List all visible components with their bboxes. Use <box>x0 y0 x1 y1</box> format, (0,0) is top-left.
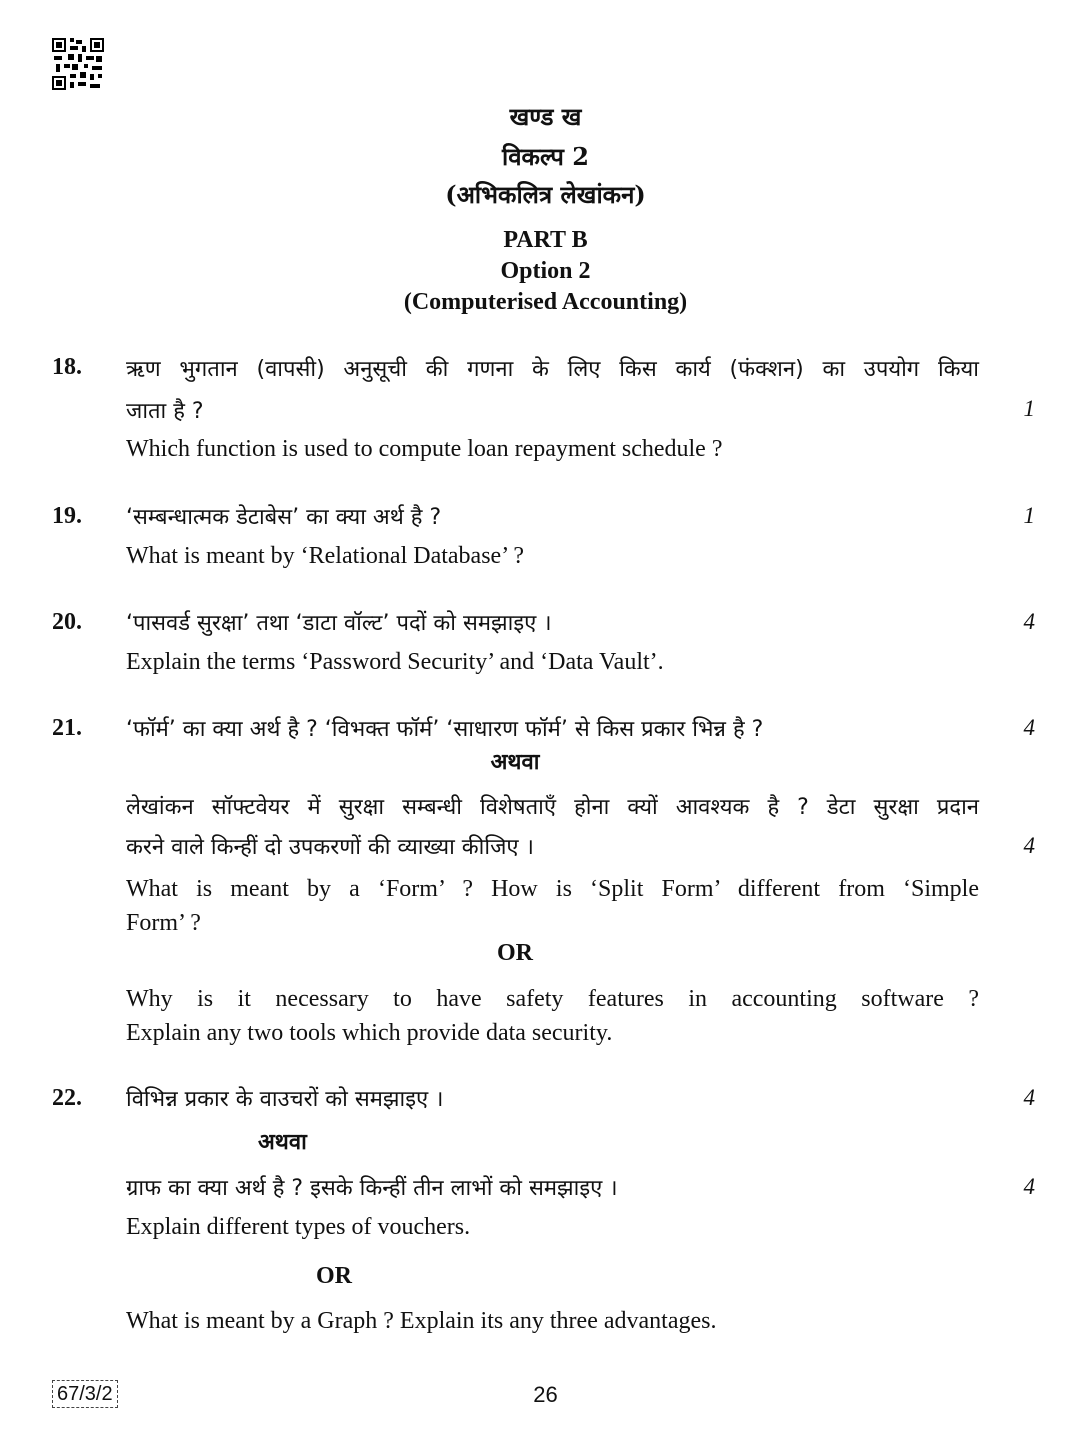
question-number: 20. <box>52 609 82 635</box>
alt-question-marks: 4 <box>1023 1174 1035 1199</box>
question-text-en: What is meant by ‘Relational Database’ ? <box>126 543 525 569</box>
part-title: PART B <box>503 227 588 253</box>
question-marks: 1 <box>1023 396 1035 421</box>
question-text-hi: ‘फॉर्म’ का क्या अर्थ है ? ‘विभक्त फॉर्म’ ‘साधारण फॉर्म’ से किस प्रकार भिन्न है ? <box>126 717 764 742</box>
alt-question-text-hi-cont: करने वाले किन्हीं दो उपकरणों की व्याख्या कीजिए । <box>126 835 534 860</box>
question-text-hi: ऋण भुगतान (वापसी) अनुसूची की गणना के लिए किस कार्य (फंक्शन) का उपयोग किया <box>126 357 979 382</box>
or-label-hi: अथवा <box>258 1130 307 1155</box>
paper-code: 67/3/2 <box>52 1380 118 1408</box>
alt-question-text-en: Why is it necessary to have safety features in accounting software ? <box>126 986 979 1012</box>
question-marks: 1 <box>1023 503 1035 528</box>
question-marks: 4 <box>1023 1085 1035 1110</box>
option-title: Option 2 <box>500 258 591 284</box>
or-label: OR <box>316 1263 352 1289</box>
question-marks: 4 <box>1023 609 1035 634</box>
alt-question-marks: 4 <box>1023 833 1035 858</box>
question-text-en: Explain the terms ‘Password Security’ and ‘Data Vault’. <box>126 649 664 675</box>
question-number: 18. <box>52 354 82 380</box>
question-number: 21. <box>52 715 82 741</box>
question-text-en-cont: Form’ ? <box>126 910 201 936</box>
alt-question-text-en-cont: Explain any two tools which provide data security. <box>126 1020 613 1046</box>
question-number: 22. <box>52 1085 82 1111</box>
section-title-hi: खण्ड ख <box>509 102 582 131</box>
option-title-hi: विकल्प 2 <box>502 142 589 171</box>
or-label-hi: अथवा <box>490 750 540 775</box>
alt-question-text-hi: ग्राफ का क्या अर्थ है ? इसके किन्हीं तीन लाभों को समझाइए । <box>126 1176 618 1201</box>
question-text-hi: विभिन्न प्रकार के वाउचरों को समझाइए । <box>126 1087 444 1112</box>
question-text-en: Which function is used to compute loan repayment schedule ? <box>126 436 723 462</box>
question-marks: 4 <box>1023 715 1035 740</box>
question-text-hi: ‘पासवर्ड सुरक्षा’ तथा ‘डाटा वॉल्ट’ पदों को समझाइए । <box>126 611 552 636</box>
question-number: 19. <box>52 503 82 529</box>
alt-question-text-hi: लेखांकन सॉफ्टवेयर में सुरक्षा सम्बन्धी विशेषताएँ होना क्यों आवश्यक है ? डेटा सुरक्षा प्रदान <box>126 795 979 820</box>
page-number: 26 <box>533 1382 558 1407</box>
alt-question-text-en: What is meant by a Graph ? Explain its any three advantages. <box>126 1308 717 1334</box>
question-text-en: Explain different types of vouchers. <box>126 1214 471 1240</box>
subject-title: (Computerised Accounting) <box>403 289 688 315</box>
question-text-hi: ‘सम्बन्धात्मक डेटाबेस’ का क्या अर्थ है ? <box>126 505 442 530</box>
question-text-en: What is meant by a ‘Form’ ? How is ‘Split Form’ different from ‘Simple <box>126 876 979 902</box>
question-text-hi-cont: जाता है ? <box>126 399 204 424</box>
subject-title-hi: (अभिकलित्र लेखांकन) <box>445 180 646 209</box>
or-label: OR <box>497 940 533 966</box>
qr-code-icon <box>52 38 104 90</box>
